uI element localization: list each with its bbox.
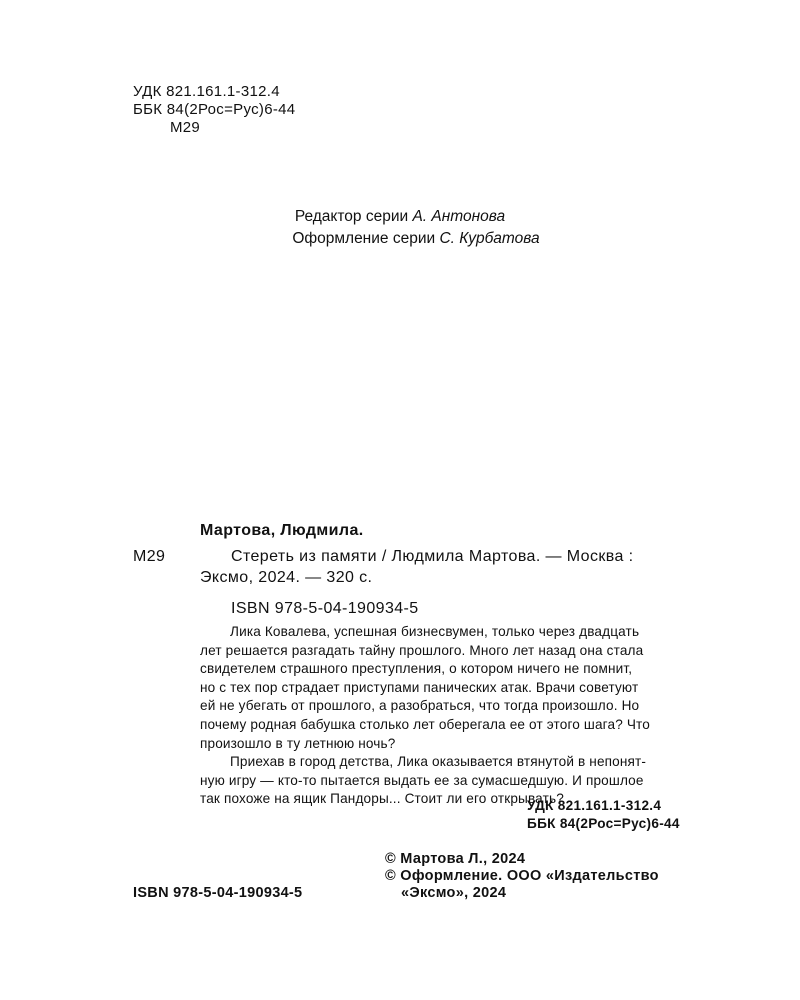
annotation-line: ную игру — кто-то пытается выдать ее за сумасшедшую. И прошлое <box>200 772 644 788</box>
copyright-author: © Мартова Л., 2024 <box>385 851 526 867</box>
design-label: Оформление серии <box>292 230 436 247</box>
author-mark-bib: М29 <box>133 548 166 565</box>
annotation-line: ей не убегать от прошлого, а разобраться, что тогда произошло. Но <box>200 698 640 714</box>
isbn-footer: ISBN 978-5-04-190934-5 <box>133 885 303 901</box>
bbk-code: ББК 84(2Рос=Рус)6-44 <box>133 101 296 118</box>
annotation-line: так похоже на ящик Пандоры... Стоит ли его открывать? <box>200 791 564 807</box>
annotation <box>200 623 650 809</box>
annotation-line: свидетелем страшного преступления, о котором ничего не помнит, <box>200 661 633 677</box>
udk-code: УДК 821.161.1-312.4 <box>133 83 280 100</box>
design-name: С. Курбатова <box>439 230 540 247</box>
series-editor <box>0 207 800 227</box>
editor-label: Редактор серии <box>294 208 409 225</box>
annotation-line: произошло в ту летнюю ночь? <box>200 735 396 751</box>
annotation-line: но с тех пор страдает приступами панических атак. Врачи советуют <box>200 679 639 695</box>
annotation-line: Лика Ковалева, успешная бизнесвумен, только через двадцать <box>230 624 640 639</box>
annotation-line: Приехав в город детства, Лика оказывается втянутой в непонят- <box>230 754 647 770</box>
udk-code-footer: УДК 821.161.1-312.4 <box>527 798 662 813</box>
bbk-code-footer: ББК 84(2Рос=Рус)6-44 <box>527 816 680 831</box>
editor-name: А. Антонова <box>412 208 506 225</box>
author-heading: Мартова, Людмила. <box>200 522 364 539</box>
copyright-publisher: «Эксмо», 2024 <box>401 885 507 901</box>
title-line-1: Стереть из памяти / Людмила Мартова. — Москва : <box>231 548 634 565</box>
annotation-line: лет решается разгадать тайну прошлого. Много лет назад она стала <box>200 642 644 658</box>
series-design <box>0 229 800 249</box>
copyright-design: © Оформление. ООО «Издательство <box>385 868 659 884</box>
annotation-line: почему родная бабушка столько лет оберегала ее от этого шага? Что <box>200 716 650 732</box>
title-line-2: Эксмо, 2024. — 320 с. <box>200 569 373 586</box>
author-mark: М29 <box>170 119 201 136</box>
isbn-bib: ISBN 978-5-04-190934-5 <box>231 600 419 617</box>
